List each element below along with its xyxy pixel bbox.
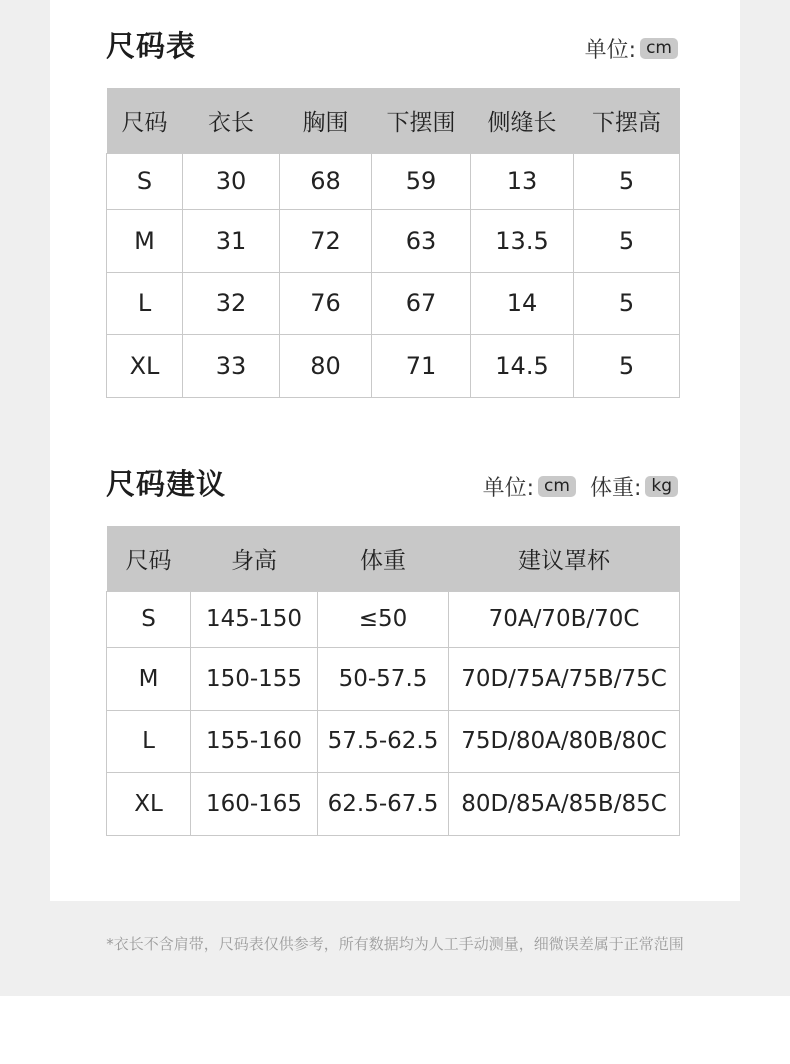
table-cell: 80D/85A/85B/85C	[449, 772, 680, 835]
table-row	[107, 591, 680, 647]
table-row	[107, 334, 680, 397]
table-cell: 150-155	[191, 647, 318, 710]
table-cell: 32	[183, 272, 280, 334]
table-cell: 5	[574, 153, 680, 209]
size-chart-unit	[585, 33, 678, 64]
table-cell: 50-57.5	[318, 647, 449, 710]
size-advice-table	[106, 526, 680, 836]
table-cell: XL	[107, 334, 183, 397]
header-cell: 侧缝长	[471, 88, 574, 153]
table-row	[107, 272, 680, 334]
weight-label: 体重:	[589, 476, 642, 501]
table-cell: ≤50	[318, 591, 449, 647]
table-cell: 57.5-62.5	[318, 710, 449, 772]
size-advice-unit	[483, 471, 678, 502]
header-cell: 下摆围	[372, 88, 471, 153]
table-cell: 5	[574, 209, 680, 272]
table-cell: L	[107, 710, 191, 772]
weight-badge: kg	[645, 476, 678, 497]
table-cell: 80	[280, 334, 372, 397]
table-header-row	[107, 88, 680, 153]
header-cell: 身高	[191, 526, 318, 591]
header-cell: 尺码	[107, 88, 183, 153]
table-row	[107, 647, 680, 710]
header-cell: 胸围	[280, 88, 372, 153]
header-cell: 尺码	[107, 526, 191, 591]
table-cell: 59	[372, 153, 471, 209]
size-advice-title: 尺码建议	[106, 467, 227, 501]
header-cell: 体重	[318, 526, 449, 591]
size-chart-table	[106, 88, 680, 398]
table-cell: 14	[471, 272, 574, 334]
table-row	[107, 153, 680, 209]
table-cell: 75D/80A/80B/80C	[449, 710, 680, 772]
table-cell: 5	[574, 334, 680, 397]
table-row	[107, 710, 680, 772]
table-cell: 70D/75A/75B/75C	[449, 647, 680, 710]
table-cell: 31	[183, 209, 280, 272]
table-cell: 71	[372, 334, 471, 397]
unit-badge: cm	[640, 38, 678, 59]
table-cell: 33	[183, 334, 280, 397]
table-cell: 14.5	[471, 334, 574, 397]
table-cell: S	[107, 591, 191, 647]
footnote: *衣长不含肩带，尺码表仅供参考，所有数据均为人工手动测量，细微误差属于正常范围	[106, 935, 684, 953]
header-cell: 衣长	[183, 88, 280, 153]
unit-badge: cm	[538, 476, 576, 497]
table-row	[107, 772, 680, 835]
table-cell: 160-165	[191, 772, 318, 835]
table-cell: L	[107, 272, 183, 334]
table-cell: 13	[471, 153, 574, 209]
table-row	[107, 209, 680, 272]
table-cell: 70A/70B/70C	[449, 591, 680, 647]
table-cell: 62.5-67.5	[318, 772, 449, 835]
table-cell: 5	[574, 272, 680, 334]
table-cell: 13.5	[471, 209, 574, 272]
table-cell: M	[107, 647, 191, 710]
table-cell: XL	[107, 772, 191, 835]
unit-label: 单位:	[584, 38, 637, 63]
table-cell: 68	[280, 153, 372, 209]
table-cell: M	[107, 209, 183, 272]
table-cell: 67	[372, 272, 471, 334]
table-cell: S	[107, 153, 183, 209]
header-cell: 下摆高	[574, 88, 680, 153]
unit-label: 单位:	[482, 476, 535, 501]
size-chart-title: 尺码表	[106, 29, 197, 63]
table-cell: 72	[280, 209, 372, 272]
table-header-row	[107, 526, 680, 591]
table-cell: 145-150	[191, 591, 318, 647]
table-cell: 155-160	[191, 710, 318, 772]
header-cell: 建议罩杯	[449, 526, 680, 591]
table-cell: 76	[280, 272, 372, 334]
table-cell: 63	[372, 209, 471, 272]
table-cell: 30	[183, 153, 280, 209]
